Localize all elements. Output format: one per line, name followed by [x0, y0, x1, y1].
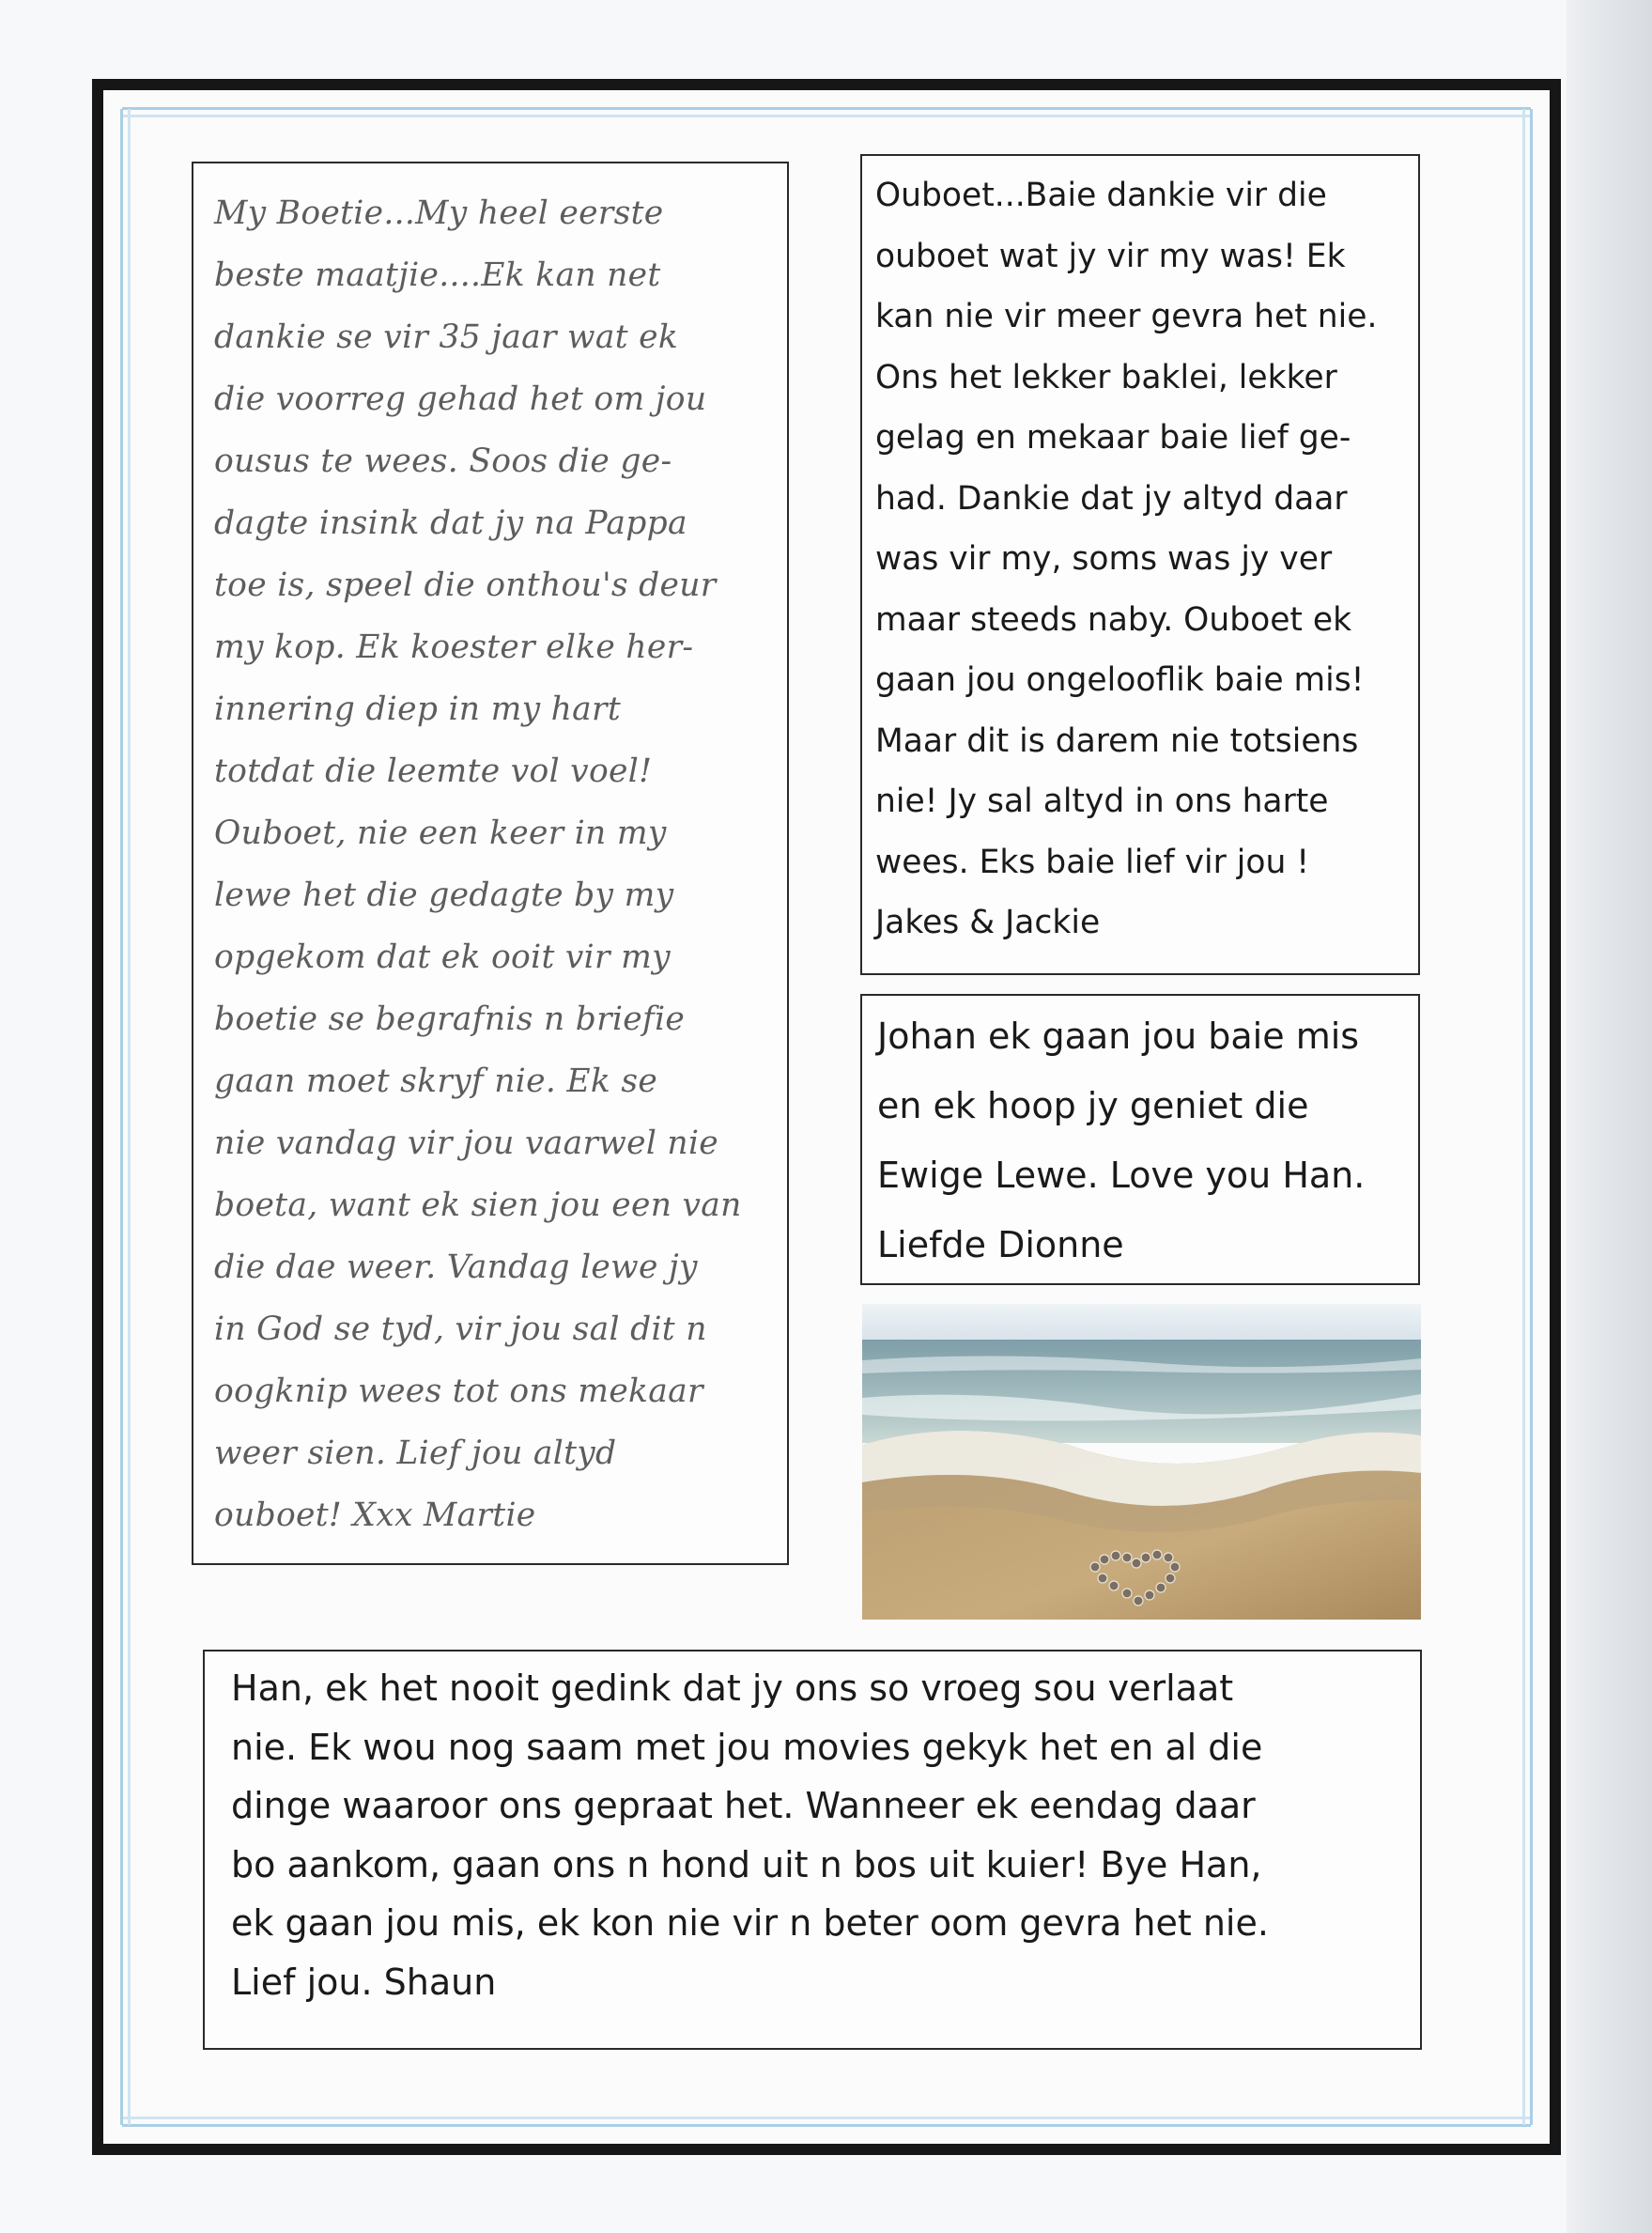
- tribute-line: my kop. Ek koester elke her-: [214, 628, 694, 666]
- tribute-line: Ouboet...Baie dankie vir die: [875, 177, 1327, 214]
- tribute-line: ouboet! Xxx Martie: [214, 1496, 536, 1534]
- tribute-line: toe is, speel die onthou's deur: [214, 566, 717, 604]
- tribute-line: bo aankom, gaan ons n hond uit n bos uit kuier! Bye Han,: [231, 1843, 1262, 1885]
- tribute-line: die voorreg gehad het om jou: [214, 380, 707, 418]
- tribute-line: kan nie vir meer gevra het nie.: [875, 298, 1378, 335]
- tribute-line: totdat die leemte vol voel!: [214, 752, 653, 790]
- tribute-line: en ek hoop jy geniet die: [877, 1085, 1309, 1126]
- tribute-jakes-jackie: [860, 154, 1420, 975]
- tribute-line: Maar dit is darem nie totsiens: [875, 721, 1359, 760]
- tribute-line: ousus te wees. Soos die ge-: [214, 442, 672, 480]
- tribute-line: gaan moet skryf nie. Ek se: [214, 1062, 658, 1100]
- tribute-martie: [192, 162, 789, 1565]
- tribute-line: dinge waaroor ons gepraat het. Wanneer ek eendag daar: [231, 1785, 1256, 1826]
- tribute-line: Johan ek gaan jou baie mis: [877, 1016, 1360, 1057]
- tribute-line: had. Dankie dat jy altyd daar: [875, 479, 1348, 518]
- tribute-line: boetie se begrafnis n briefie: [214, 1000, 686, 1038]
- tribute-line: nie. Ek wou nog saam met jou movies gekyk het en al die: [231, 1726, 1263, 1768]
- tribute-line: Han, ek het nooit gedink dat jy ons so vroeg sou verlaat: [231, 1667, 1234, 1709]
- tribute-line: wees. Eks baie lief vir jou !: [875, 843, 1310, 881]
- tribute-line: opgekom dat ek ooit vir my: [214, 938, 671, 976]
- border-line-left: [120, 109, 123, 2125]
- border-line-top-inner: [122, 115, 1531, 117]
- tribute-dionne: [860, 994, 1420, 1285]
- tribute-shaun: [203, 1650, 1422, 2050]
- tribute-line: dagte insink dat jy na Pappa: [214, 504, 687, 542]
- tribute-line: die dae weer. Vandag lewe jy: [214, 1248, 698, 1286]
- page-edge: [1567, 0, 1652, 2233]
- beach-heart-photo: [862, 1304, 1421, 1620]
- tribute-line: dankie se vir 35 jaar wat ek: [214, 318, 679, 356]
- tribute-line: Liefde Dionne: [877, 1224, 1124, 1265]
- border-line-right: [1530, 109, 1533, 2125]
- tribute-line: oogknip wees tot ons mekaar: [214, 1372, 703, 1410]
- tribute-line: nie vandag vir jou vaarwel nie: [214, 1124, 718, 1162]
- border-line-bottom-inner: [122, 2117, 1531, 2119]
- tribute-line: was vir my, soms was jy ver: [875, 540, 1333, 578]
- tribute-line: Lief jou. Shaun: [231, 1961, 497, 2003]
- tribute-line: Ewige Lewe. Love you Han.: [877, 1155, 1366, 1196]
- tribute-line: Jakes & Jackie: [875, 904, 1101, 941]
- border-line-top: [122, 107, 1531, 110]
- tribute-line: gelag en mekaar baie lief ge-: [875, 419, 1351, 457]
- tribute-line: in God se tyd, vir jou sal dit n: [214, 1310, 707, 1348]
- tribute-line: lewe het die gedagte by my: [214, 876, 674, 914]
- tribute-line: ouboet wat jy vir my was! Ek: [875, 237, 1346, 275]
- tribute-line: innering diep in my hart: [214, 690, 622, 728]
- tribute-line: Ons het lekker baklei, lekker: [875, 358, 1337, 396]
- tribute-line: boeta, want ek sien jou een van: [214, 1186, 742, 1224]
- tribute-line: weer sien. Lief jou altyd: [214, 1434, 617, 1472]
- tribute-line: Ouboet, nie een keer in my: [214, 814, 667, 852]
- tribute-line: ek gaan jou mis, ek kon nie vir n beter oom gevra het nie.: [231, 1902, 1269, 1944]
- tribute-line: nie! Jy sal altyd in ons harte: [875, 783, 1329, 820]
- tribute-line: maar steeds naby. Ouboet ek: [875, 600, 1352, 639]
- tribute-line: beste maatjie....Ek kan net: [214, 256, 661, 294]
- border-line-left-inner: [128, 109, 131, 2125]
- tribute-line: gaan jou ongelooflik baie mis!: [875, 661, 1365, 699]
- tribute-line: My Boetie...My heel eerste: [214, 194, 664, 232]
- border-line-right-inner: [1522, 109, 1525, 2125]
- border-line-bottom: [122, 2124, 1531, 2127]
